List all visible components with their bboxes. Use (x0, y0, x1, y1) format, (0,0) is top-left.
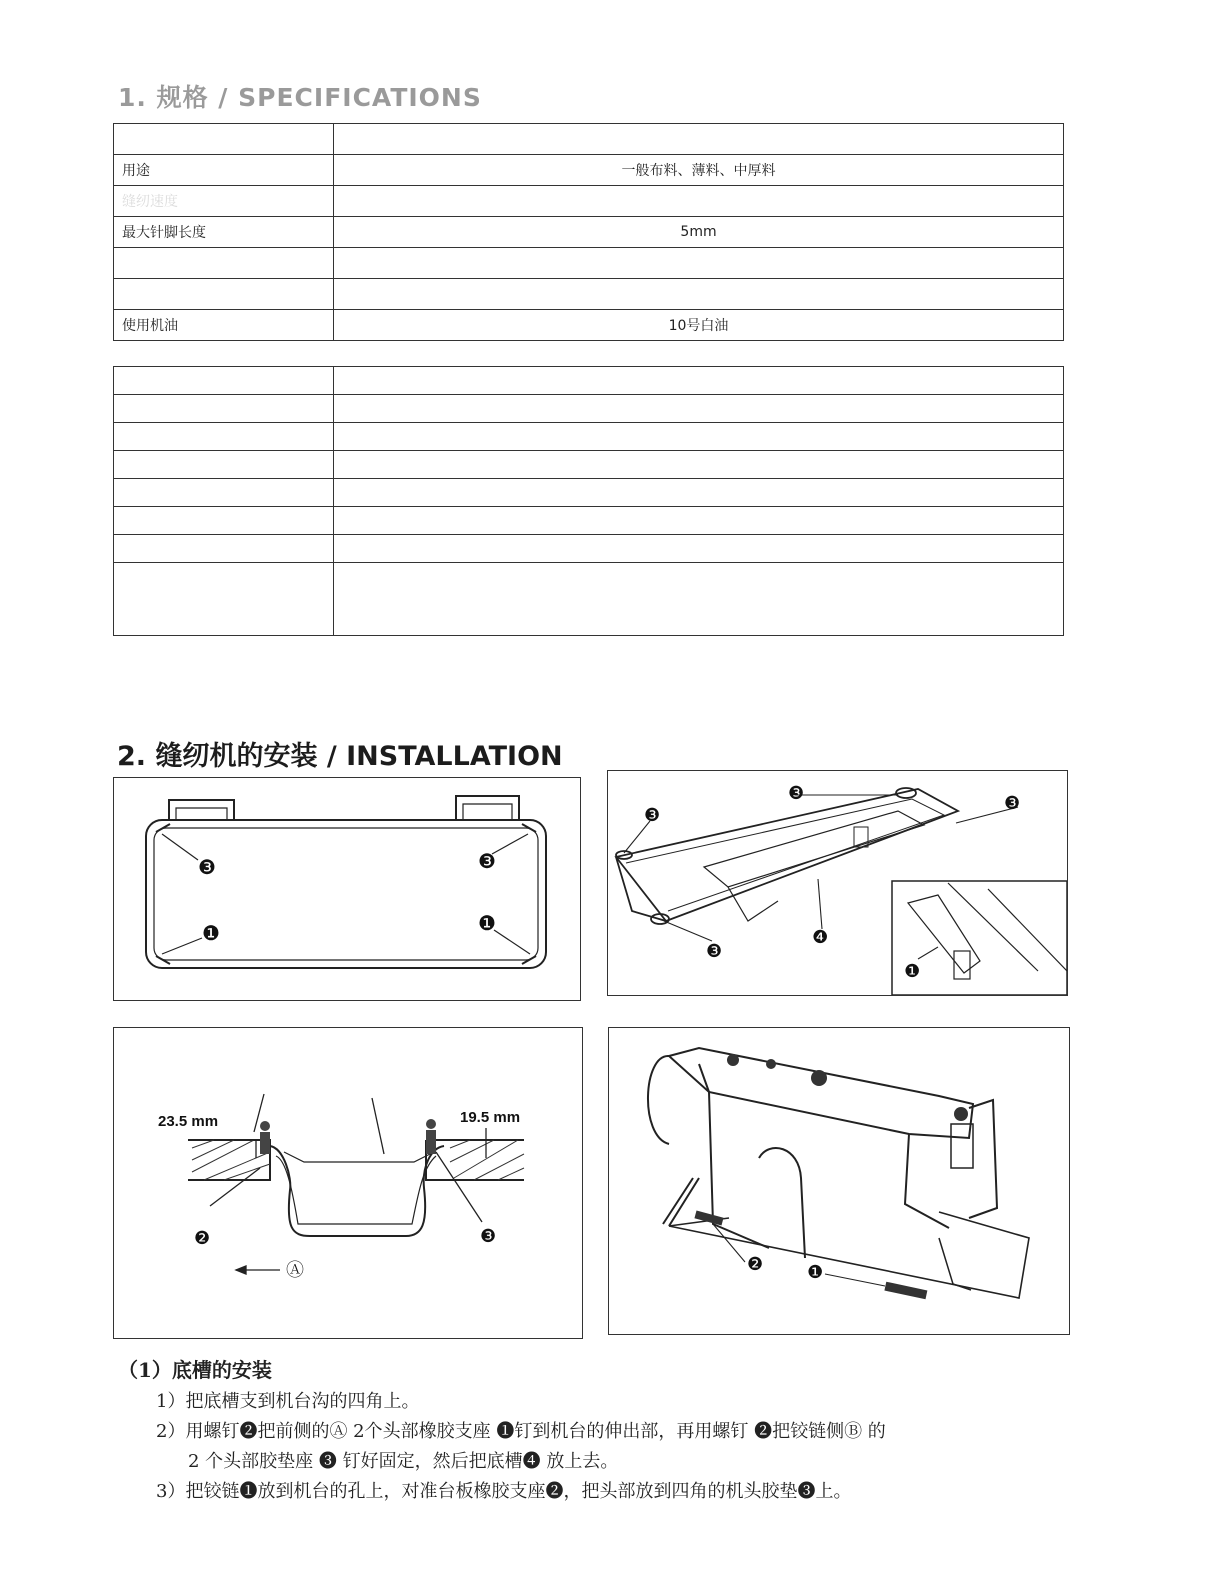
step-2: 2）用螺钉❷把前侧的Ⓐ 2个头部橡胶支座 ❶钉到机台的伸出部，再用螺钉 ❷把铰链侧Ⓑ 的 (156, 1421, 886, 1442)
table-row (114, 367, 1064, 395)
table-row: 最大针脚长度 5mm (114, 217, 1064, 248)
callout-3: ❸ (644, 805, 661, 826)
cross-section-drawing (114, 1028, 582, 1338)
table-row (114, 124, 1064, 155)
figure-machine-head (608, 1027, 1070, 1335)
figure-oil-pan-top (113, 777, 581, 1001)
table-row: 使用机油 10号白油 (114, 310, 1064, 341)
table-row (114, 279, 1064, 310)
table-row (114, 563, 1064, 636)
step-heading: （1）底槽的安装 (118, 1358, 272, 1382)
table-row (114, 395, 1064, 423)
callout-3: ❸ (788, 783, 805, 804)
callout-4: ❹ (812, 927, 829, 948)
callout-3: ❸ (1004, 793, 1021, 814)
callout-1: ❶ (807, 1262, 824, 1283)
table-row (114, 451, 1064, 479)
step-2-continued: 2 个头部胶垫座 ❸ 钉好固定，然后把底槽❹ 放上去。 (188, 1451, 619, 1472)
callout-2: ❷ (747, 1254, 764, 1275)
section1-title: 1. 规格 / SPECIFICATIONS (118, 83, 482, 112)
table-row: 用途 一般布料、薄料、中厚料 (114, 155, 1064, 186)
dimension-left: 23.5 mm (158, 1113, 219, 1130)
dimension-right: 19.5 mm (460, 1109, 521, 1126)
spec-table-cn (113, 123, 1064, 341)
oil-pan-top-drawing (114, 778, 580, 1000)
table-row (114, 248, 1064, 279)
step-3: 3）把铰链❶放到机台的孔上，对准台板橡胶支座❷，把头部放到四角的机头胶垫❸上。 (156, 1481, 852, 1502)
step-1: 1）把底槽支到机台沟的四角上。 (156, 1391, 420, 1412)
section2-title: 2. 缝纫机的安装 / INSTALLATION (117, 741, 563, 772)
table-row (114, 507, 1064, 535)
callout-a: Ⓐ (286, 1260, 304, 1281)
callout-3: ❸ (706, 941, 723, 962)
machine-head-drawing (609, 1028, 1069, 1334)
callout-3: ❸ (480, 1226, 497, 1247)
table-row: 缝纫速度 (114, 186, 1064, 217)
table-row (114, 479, 1064, 507)
callout-3: ❸ (478, 849, 496, 873)
callout-1: ❶ (202, 921, 220, 945)
table-perspective-drawing (608, 771, 1067, 995)
callout-3: ❸ (198, 855, 216, 879)
figure-cross-section (113, 1027, 583, 1339)
installation-steps (118, 1354, 886, 1503)
callout-1: ❶ (904, 961, 921, 982)
callout-2: ❷ (194, 1228, 211, 1249)
table-row (114, 423, 1064, 451)
spec-table-en (113, 366, 1064, 636)
figure-table-perspective (607, 770, 1068, 996)
table-row (114, 535, 1064, 563)
callout-1: ❶ (478, 911, 496, 935)
